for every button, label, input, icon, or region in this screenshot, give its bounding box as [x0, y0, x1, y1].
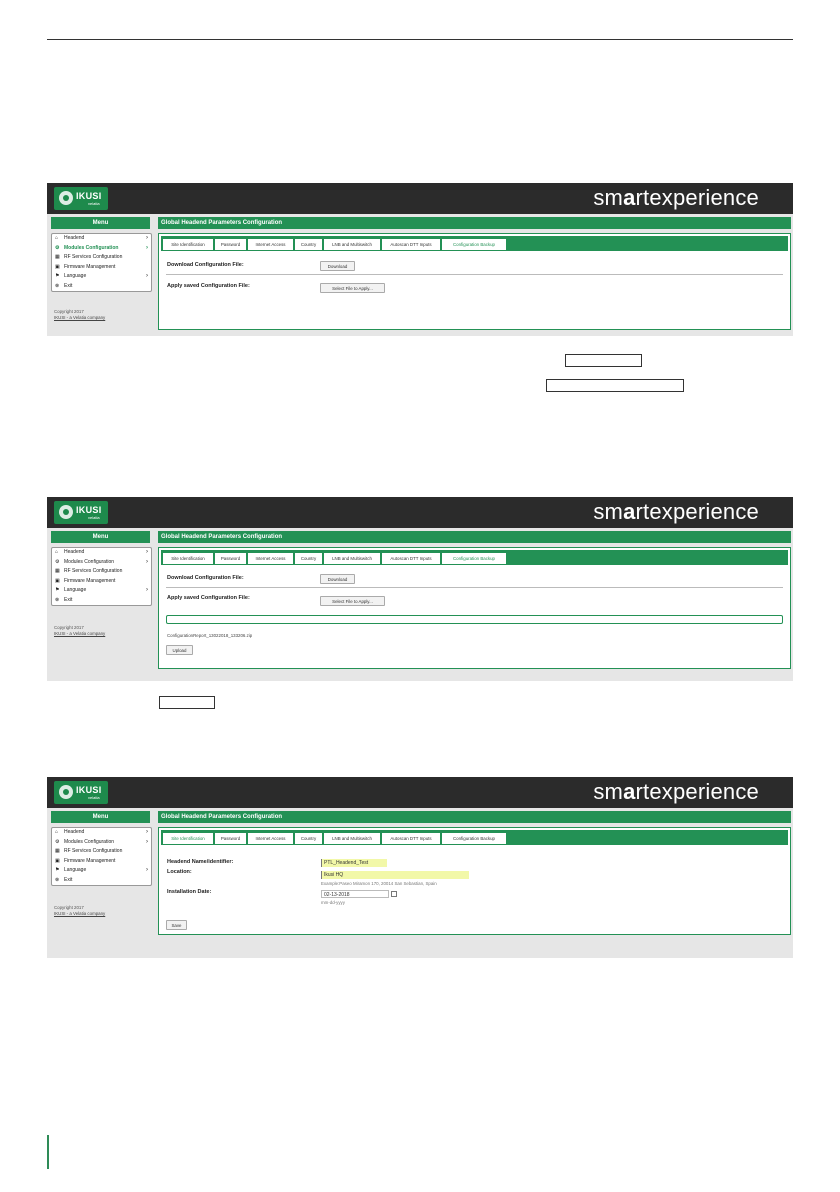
- tab-autoscan-dtt[interactable]: Autoscan DTT Inputs: [382, 553, 440, 564]
- tab-internet-access[interactable]: Internet Access: [248, 553, 293, 564]
- menu-item-headend[interactable]: ⌂ Headend ›: [52, 234, 151, 244]
- menu-item-exit[interactable]: ⊗ Exit: [52, 876, 151, 886]
- menu-item-headend[interactable]: ⌂ Headend ›: [52, 548, 151, 558]
- logo-mark-icon: [59, 785, 73, 799]
- apply-label: Apply saved Configuration File:: [167, 595, 250, 601]
- company-link[interactable]: IKUSI - a Velatia company: [54, 911, 106, 916]
- menu-item-exit[interactable]: ⊗ Exit: [52, 282, 151, 292]
- menu-title: Menu: [51, 811, 150, 823]
- tab-password[interactable]: Password: [215, 239, 246, 250]
- chip-icon: ▣: [55, 577, 60, 584]
- tab-configuration-backup[interactable]: Configuration Backup: [442, 833, 506, 844]
- side-menu: [51, 547, 152, 606]
- inline-download-button-reference: [565, 354, 642, 367]
- tab-internet-access[interactable]: Internet Access: [248, 239, 293, 250]
- screenshot-backup-initial: [47, 183, 793, 336]
- grid-icon: ▦: [55, 254, 60, 260]
- side-menu: [51, 233, 152, 292]
- ikusi-logo: [54, 187, 108, 210]
- page-bottom-accent: [47, 1135, 49, 1169]
- tab-country[interactable]: Country: [295, 833, 322, 844]
- copyright: Copyright 2017 IKUSI - a Velatia company: [54, 905, 106, 916]
- save-button[interactable]: Save: [166, 920, 187, 930]
- download-label: Download Configuration File:: [167, 262, 244, 268]
- page-top-rule: [47, 39, 793, 40]
- menu-item-firmware[interactable]: ▣ Firmware Management: [52, 577, 151, 587]
- app-header: [47, 777, 793, 808]
- upload-progress-bar: [166, 615, 783, 624]
- grid-icon: ▦: [55, 848, 60, 854]
- logo-subtext: velatia: [88, 795, 100, 800]
- flag-icon: ⚑: [55, 273, 60, 279]
- tab-lnb-multiswitch[interactable]: LNB and Multiswitch: [324, 553, 380, 564]
- chevron-right-icon: ›: [146, 829, 148, 835]
- menu-title: Menu: [51, 217, 150, 229]
- chevron-right-icon: ›: [146, 549, 148, 555]
- select-file-button[interactable]: Select File to Apply...: [320, 283, 385, 293]
- house-icon: ⌂: [55, 829, 59, 835]
- chip-icon: ▣: [55, 263, 60, 270]
- gear-icon: ⚙: [55, 558, 60, 565]
- chevron-right-icon: ›: [146, 273, 148, 279]
- house-icon: ⌂: [55, 549, 59, 555]
- copyright: Copyright 2017 IKUSI - a Velatia company: [54, 625, 106, 636]
- chevron-right-icon: ›: [146, 587, 148, 593]
- menu-item-headend[interactable]: ⌂ Headend ›: [52, 828, 151, 838]
- menu-item-modules-configuration[interactable]: ⚙ Modules Configuration ›: [52, 838, 151, 848]
- installation-date-label: Installation Date:: [167, 889, 212, 895]
- chevron-right-icon: ›: [146, 244, 148, 251]
- menu-item-language[interactable]: ⚑ Language ›: [52, 866, 151, 876]
- gear-icon: ⚙: [55, 838, 60, 845]
- app-header: [47, 497, 793, 528]
- date-format-hint: mm-dd-yyyy: [321, 900, 345, 905]
- product-brand: smartexperience: [593, 499, 759, 524]
- menu-title: Menu: [51, 531, 150, 543]
- page-title: Global Headend Parameters Configuration: [158, 811, 791, 823]
- flag-icon: ⚑: [55, 587, 60, 593]
- selected-file-name: ConfigurationReport_13022018_133206.zip: [167, 633, 253, 638]
- product-brand: smartexperience: [593, 185, 759, 210]
- content-panel: [158, 827, 791, 935]
- download-button[interactable]: Download: [320, 574, 355, 584]
- logo-mark-icon: [59, 191, 73, 205]
- chevron-right-icon: ›: [146, 558, 148, 565]
- inline-select-file-button-reference: [546, 379, 684, 392]
- product-brand: smartexperience: [593, 779, 759, 804]
- tab-autoscan-dtt[interactable]: Autoscan DTT Inputs: [382, 833, 440, 844]
- menu-item-rf-services[interactable]: ▦ RF Services Configuration: [52, 847, 151, 857]
- app-header: [47, 183, 793, 214]
- headend-name-label: Headend Name/identifier:: [167, 859, 234, 865]
- download-button[interactable]: Download: [320, 261, 355, 271]
- location-hint: Example:Paseo Miramon 170, 20014 San Sebastian, Spain: [321, 881, 437, 886]
- menu-item-exit[interactable]: ⊗ Exit: [52, 596, 151, 606]
- tab-autoscan-dtt[interactable]: Autoscan DTT Inputs: [382, 239, 440, 250]
- tab-password[interactable]: Password: [215, 833, 246, 844]
- close-circle-icon: ⊗: [55, 282, 60, 289]
- close-circle-icon: ⊗: [55, 596, 60, 603]
- menu-item-language[interactable]: ⚑ Language ›: [52, 272, 151, 282]
- close-circle-icon: ⊗: [55, 876, 60, 883]
- headend-name-input[interactable]: PTL_Headend_Test: [321, 859, 387, 867]
- select-file-button[interactable]: Select File to Apply...: [320, 596, 385, 606]
- screenshot-backup-file-selected: [47, 497, 793, 681]
- menu-item-modules-configuration[interactable]: ⚙ Modules Configuration ›: [52, 558, 151, 568]
- download-label: Download Configuration File:: [167, 575, 244, 581]
- logo-text: IKUSI: [76, 191, 102, 201]
- chip-icon: ▣: [55, 857, 60, 864]
- tab-site-identification[interactable]: Site Identification: [163, 239, 213, 250]
- menu-item-modules-configuration[interactable]: ⚙ Modules Configuration ›: [52, 244, 151, 254]
- tab-country[interactable]: Country: [295, 553, 322, 564]
- page-title: Global Headend Parameters Configuration: [158, 531, 791, 543]
- calendar-icon[interactable]: [391, 891, 397, 897]
- logo-text: IKUSI: [76, 505, 102, 515]
- location-input[interactable]: Ikusi HQ: [321, 871, 469, 879]
- tab-password[interactable]: Password: [215, 553, 246, 564]
- chevron-right-icon: ›: [146, 867, 148, 873]
- inline-upload-button-reference: [159, 696, 215, 709]
- tab-internet-access[interactable]: Internet Access: [248, 833, 293, 844]
- flag-icon: ⚑: [55, 867, 60, 873]
- installation-date-input[interactable]: 02-13-2018: [321, 890, 389, 898]
- tab-bar: [161, 830, 788, 845]
- apply-label: Apply saved Configuration File:: [167, 283, 250, 289]
- tab-bar: [161, 236, 788, 251]
- logo-subtext: velatia: [88, 201, 100, 206]
- side-menu: [51, 827, 152, 886]
- screenshot-site-identification: [47, 777, 793, 958]
- divider: [166, 587, 783, 588]
- chevron-right-icon: ›: [146, 838, 148, 845]
- company-link[interactable]: IKUSI - a Velatia company: [54, 315, 106, 320]
- menu-item-rf-services[interactable]: ▦ RF Services Configuration: [52, 567, 151, 577]
- tab-site-identification[interactable]: Site Identification: [163, 553, 213, 564]
- ikusi-logo: [54, 501, 108, 524]
- company-link[interactable]: IKUSI - a Velatia company: [54, 631, 106, 636]
- menu-item-firmware[interactable]: ▣ Firmware Management: [52, 263, 151, 273]
- tab-lnb-multiswitch[interactable]: LNB and Multiswitch: [324, 239, 380, 250]
- tab-lnb-multiswitch[interactable]: LNB and Multiswitch: [324, 833, 380, 844]
- logo-mark-icon: [59, 505, 73, 519]
- content-panel: [158, 233, 791, 330]
- location-label: Location:: [167, 869, 192, 875]
- upload-button[interactable]: Upload: [166, 645, 193, 655]
- chevron-right-icon: ›: [146, 235, 148, 241]
- grid-icon: ▦: [55, 568, 60, 574]
- copyright: Copyright 2017 IKUSI - a Velatia company: [54, 309, 106, 320]
- tab-bar: [161, 550, 788, 565]
- gear-icon: ⚙: [55, 244, 60, 251]
- divider: [166, 274, 783, 275]
- page-title: Global Headend Parameters Configuration: [158, 217, 791, 229]
- logo-subtext: velatia: [88, 515, 100, 520]
- tab-site-identification[interactable]: Site Identification: [163, 833, 213, 844]
- menu-item-rf-services[interactable]: ▦ RF Services Configuration: [52, 253, 151, 263]
- logo-text: IKUSI: [76, 785, 102, 795]
- tab-country[interactable]: Country: [295, 239, 322, 250]
- ikusi-logo: [54, 781, 108, 804]
- tab-configuration-backup[interactable]: Configuration Backup: [442, 553, 506, 564]
- menu-item-firmware[interactable]: ▣ Firmware Management: [52, 857, 151, 867]
- menu-item-language[interactable]: ⚑ Language ›: [52, 586, 151, 596]
- tab-configuration-backup[interactable]: Configuration Backup: [442, 239, 506, 250]
- house-icon: ⌂: [55, 235, 59, 241]
- content-panel: [158, 547, 791, 669]
